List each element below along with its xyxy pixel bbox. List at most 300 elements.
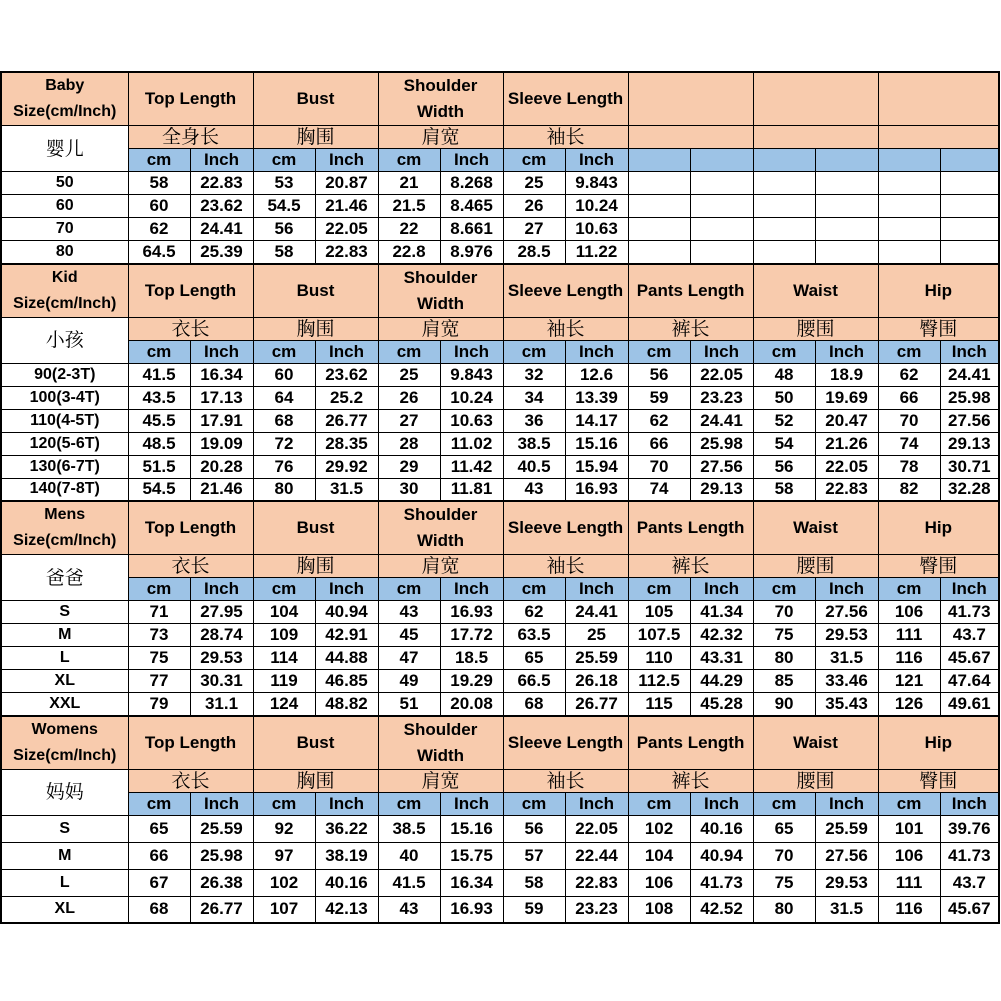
mens-value-cell: 27.56 xyxy=(815,601,878,624)
baby-value-cell: 21.46 xyxy=(315,195,378,218)
baby-value-cell: 22.83 xyxy=(315,241,378,264)
baby-value-cell: 27 xyxy=(503,218,565,241)
womens-unit-cm: cm xyxy=(378,792,440,815)
kid-value-cell: 25 xyxy=(378,363,440,386)
mens-value-cell: 28.74 xyxy=(190,624,253,647)
womens-unit-cm: cm xyxy=(878,792,940,815)
kid-value-cell: 12.6 xyxy=(565,363,628,386)
kid-unit-cm: cm xyxy=(753,340,815,363)
kid-value-cell: 74 xyxy=(628,478,690,501)
mens-value-cell: 30.31 xyxy=(190,670,253,693)
kid-value-cell: 11.81 xyxy=(440,478,503,501)
mens-unit-inch: Inch xyxy=(190,578,253,601)
kid-cn-label: 小孩 xyxy=(1,317,128,363)
mens-size-cell: L xyxy=(1,647,128,670)
kid-value-cell: 23.23 xyxy=(690,386,753,409)
kid-unit-cm: cm xyxy=(128,340,190,363)
mens-value-cell: 40.94 xyxy=(315,601,378,624)
mens-table-row xyxy=(1,624,999,647)
womens-cn-label: 妈妈 xyxy=(1,769,128,815)
kid-value-cell: 56 xyxy=(628,363,690,386)
kid-value-cell: 29.92 xyxy=(315,455,378,478)
kid-value-cell: 24.41 xyxy=(940,363,999,386)
womens-value-cell: 25.59 xyxy=(815,815,878,842)
baby-empty-cell xyxy=(815,195,878,218)
womens-value-cell: 23.23 xyxy=(565,896,628,923)
kid-value-cell: 32.28 xyxy=(940,478,999,501)
kid-value-cell: 40.5 xyxy=(503,455,565,478)
womens-header-cn-4: 裤长 xyxy=(628,769,753,792)
baby-value-cell: 11.22 xyxy=(565,241,628,264)
womens-value-cell: 25.98 xyxy=(190,842,253,869)
kid-value-cell: 22.05 xyxy=(815,455,878,478)
mens-header-3: Sleeve Length xyxy=(503,501,628,555)
baby-size-cell: 80 xyxy=(1,241,128,264)
womens-value-cell: 31.5 xyxy=(815,896,878,923)
mens-value-cell: 90 xyxy=(753,693,815,716)
womens-header-cn-6: 臀围 xyxy=(878,769,999,792)
baby-header-cn-0: 全身长 xyxy=(128,126,253,149)
womens-value-cell: 29.53 xyxy=(815,869,878,896)
kid-value-cell: 15.16 xyxy=(565,432,628,455)
mens-table-row xyxy=(1,647,999,670)
mens-value-cell: 43 xyxy=(378,601,440,624)
womens-table-row xyxy=(1,869,999,896)
baby-value-cell: 26 xyxy=(503,195,565,218)
womens-value-cell: 40.16 xyxy=(690,815,753,842)
baby-unit-inch: Inch xyxy=(440,149,503,172)
womens-value-cell: 22.05 xyxy=(565,815,628,842)
mens-table-row xyxy=(1,601,999,624)
baby-empty-cell xyxy=(628,172,690,195)
mens-value-cell: 46.85 xyxy=(315,670,378,693)
mens-unit-cm: cm xyxy=(378,578,440,601)
baby-empty-cell xyxy=(815,218,878,241)
mens-value-cell: 115 xyxy=(628,693,690,716)
baby-value-cell: 21 xyxy=(378,172,440,195)
womens-value-cell: 26.38 xyxy=(190,869,253,896)
womens-value-cell: 22.44 xyxy=(565,842,628,869)
baby-unit-empty xyxy=(815,149,878,172)
womens-unit-inch: Inch xyxy=(315,792,378,815)
baby-unit-inch: Inch xyxy=(190,149,253,172)
mens-value-cell: 121 xyxy=(878,670,940,693)
kid-value-cell: 9.843 xyxy=(440,363,503,386)
baby-header-cn-empty xyxy=(628,126,753,149)
baby-value-cell: 8.661 xyxy=(440,218,503,241)
womens-table-row xyxy=(1,815,999,842)
kid-value-cell: 50 xyxy=(753,386,815,409)
womens-value-cell: 104 xyxy=(628,842,690,869)
kid-unit-cm: cm xyxy=(253,340,315,363)
womens-value-cell: 65 xyxy=(753,815,815,842)
mens-value-cell: 75 xyxy=(753,624,815,647)
kid-value-cell: 10.24 xyxy=(440,386,503,409)
mens-value-cell: 49 xyxy=(378,670,440,693)
kid-value-cell: 48 xyxy=(753,363,815,386)
kid-unit-inch: Inch xyxy=(565,340,628,363)
kid-value-cell: 24.41 xyxy=(690,409,753,432)
baby-header-3: Sleeve Length xyxy=(503,72,628,126)
baby-value-cell: 60 xyxy=(128,195,190,218)
baby-header-2: Shoulder Width xyxy=(378,72,503,126)
womens-value-cell: 16.93 xyxy=(440,896,503,923)
baby-value-cell: 22.05 xyxy=(315,218,378,241)
baby-unit-empty xyxy=(690,149,753,172)
womens-header-cn-2: 肩宽 xyxy=(378,769,503,792)
kid-value-cell: 62 xyxy=(878,363,940,386)
mens-value-cell: 112.5 xyxy=(628,670,690,693)
mens-value-cell: 85 xyxy=(753,670,815,693)
kid-value-cell: 16.34 xyxy=(190,363,253,386)
mens-value-cell: 31.1 xyxy=(190,693,253,716)
baby-unit-empty xyxy=(878,149,940,172)
womens-size-cell: XL xyxy=(1,896,128,923)
mens-value-cell: 63.5 xyxy=(503,624,565,647)
mens-value-cell: 70 xyxy=(753,601,815,624)
mens-value-cell: 43.7 xyxy=(940,624,999,647)
kid-value-cell: 26 xyxy=(378,386,440,409)
womens-value-cell: 57 xyxy=(503,842,565,869)
baby-empty-cell xyxy=(753,218,815,241)
womens-value-cell: 106 xyxy=(628,869,690,896)
baby-header-cn-3: 袖长 xyxy=(503,126,628,149)
baby-unit-inch: Inch xyxy=(565,149,628,172)
mens-header-0: Top Length xyxy=(128,501,253,555)
mens-value-cell: 19.29 xyxy=(440,670,503,693)
kid-value-cell: 62 xyxy=(628,409,690,432)
baby-value-cell: 20.87 xyxy=(315,172,378,195)
baby-size-cell: 50 xyxy=(1,172,128,195)
mens-size-title: Mens Size(cm/Inch) xyxy=(1,501,128,555)
womens-size-cell: S xyxy=(1,815,128,842)
kid-value-cell: 27.56 xyxy=(940,409,999,432)
kid-value-cell: 25.98 xyxy=(940,386,999,409)
kid-value-cell: 11.02 xyxy=(440,432,503,455)
womens-value-cell: 25.59 xyxy=(190,815,253,842)
baby-value-cell: 58 xyxy=(128,172,190,195)
baby-empty-cell xyxy=(628,218,690,241)
mens-value-cell: 77 xyxy=(128,670,190,693)
mens-value-cell: 16.93 xyxy=(440,601,503,624)
baby-empty-cell xyxy=(815,241,878,264)
baby-value-cell: 62 xyxy=(128,218,190,241)
baby-unit-inch: Inch xyxy=(315,149,378,172)
mens-unit-cm: cm xyxy=(128,578,190,601)
baby-header-empty xyxy=(878,72,999,126)
mens-value-cell: 116 xyxy=(878,647,940,670)
kid-table-row xyxy=(1,455,999,478)
mens-value-cell: 124 xyxy=(253,693,315,716)
kid-value-cell: 45.5 xyxy=(128,409,190,432)
kid-size-cell: 140(7-8T) xyxy=(1,478,128,501)
womens-size-title: Womens Size(cm/Inch) xyxy=(1,716,128,770)
baby-value-cell: 53 xyxy=(253,172,315,195)
mens-header-6: Hip xyxy=(878,501,999,555)
womens-unit-inch: Inch xyxy=(690,792,753,815)
womens-value-cell: 38.5 xyxy=(378,815,440,842)
baby-table-row xyxy=(1,241,999,264)
mens-value-cell: 75 xyxy=(128,647,190,670)
mens-unit-inch: Inch xyxy=(815,578,878,601)
womens-value-cell: 42.52 xyxy=(690,896,753,923)
womens-value-cell: 41.73 xyxy=(940,842,999,869)
kid-value-cell: 70 xyxy=(878,409,940,432)
kid-table-row xyxy=(1,363,999,386)
mens-value-cell: 47 xyxy=(378,647,440,670)
baby-value-cell: 22.83 xyxy=(190,172,253,195)
womens-value-cell: 59 xyxy=(503,896,565,923)
kid-unit-inch: Inch xyxy=(440,340,503,363)
mens-unit-inch: Inch xyxy=(440,578,503,601)
baby-unit-cm: cm xyxy=(128,149,190,172)
womens-value-cell: 66 xyxy=(128,842,190,869)
kid-value-cell: 51.5 xyxy=(128,455,190,478)
baby-header-cn-1: 胸围 xyxy=(253,126,378,149)
womens-value-cell: 97 xyxy=(253,842,315,869)
baby-header-1: Bust xyxy=(253,72,378,126)
kid-value-cell: 19.69 xyxy=(815,386,878,409)
kid-value-cell: 68 xyxy=(253,409,315,432)
kid-header-cn-4: 裤长 xyxy=(628,317,753,340)
mens-value-cell: 107.5 xyxy=(628,624,690,647)
kid-value-cell: 19.09 xyxy=(190,432,253,455)
kid-value-cell: 28 xyxy=(378,432,440,455)
kid-value-cell: 41.5 xyxy=(128,363,190,386)
kid-value-cell: 30.71 xyxy=(940,455,999,478)
baby-empty-cell xyxy=(940,195,999,218)
womens-value-cell: 15.16 xyxy=(440,815,503,842)
mens-value-cell: 49.61 xyxy=(940,693,999,716)
kid-value-cell: 29.13 xyxy=(690,478,753,501)
mens-value-cell: 104 xyxy=(253,601,315,624)
kid-value-cell: 11.42 xyxy=(440,455,503,478)
baby-size-cell: 70 xyxy=(1,218,128,241)
womens-unit-cm: cm xyxy=(128,792,190,815)
mens-value-cell: 27.95 xyxy=(190,601,253,624)
kid-value-cell: 21.46 xyxy=(190,478,253,501)
womens-value-cell: 15.75 xyxy=(440,842,503,869)
womens-size-cell: M xyxy=(1,842,128,869)
kid-header-1: Bust xyxy=(253,264,378,318)
womens-header-1: Bust xyxy=(253,716,378,770)
baby-header-cn-2: 肩宽 xyxy=(378,126,503,149)
womens-unit-cm: cm xyxy=(628,792,690,815)
baby-size-title: Baby Size(cm/Inch) xyxy=(1,72,128,126)
baby-value-cell: 54.5 xyxy=(253,195,315,218)
kid-value-cell: 27 xyxy=(378,409,440,432)
baby-value-cell: 22.8 xyxy=(378,241,440,264)
mens-value-cell: 68 xyxy=(503,693,565,716)
mens-value-cell: 80 xyxy=(753,647,815,670)
mens-unit-inch: Inch xyxy=(690,578,753,601)
kid-size-cell: 130(6-7T) xyxy=(1,455,128,478)
kid-value-cell: 54.5 xyxy=(128,478,190,501)
baby-value-cell: 24.41 xyxy=(190,218,253,241)
mens-header-cn-3: 袖长 xyxy=(503,555,628,578)
mens-value-cell: 41.73 xyxy=(940,601,999,624)
womens-value-cell: 107 xyxy=(253,896,315,923)
womens-value-cell: 92 xyxy=(253,815,315,842)
kid-header-4: Pants Length xyxy=(628,264,753,318)
kid-value-cell: 10.63 xyxy=(440,409,503,432)
kid-value-cell: 80 xyxy=(253,478,315,501)
kid-value-cell: 54 xyxy=(753,432,815,455)
kid-size-title: Kid Size(cm/Inch) xyxy=(1,264,128,318)
baby-value-cell: 8.976 xyxy=(440,241,503,264)
mens-value-cell: 73 xyxy=(128,624,190,647)
womens-value-cell: 22.83 xyxy=(565,869,628,896)
baby-empty-cell xyxy=(878,241,940,264)
kid-header-cn-0: 衣长 xyxy=(128,317,253,340)
baby-value-cell: 56 xyxy=(253,218,315,241)
baby-empty-cell xyxy=(878,195,940,218)
womens-header-cn-1: 胸围 xyxy=(253,769,378,792)
womens-header-3: Sleeve Length xyxy=(503,716,628,770)
baby-empty-cell xyxy=(628,195,690,218)
kid-unit-inch: Inch xyxy=(190,340,253,363)
baby-unit-empty xyxy=(940,149,999,172)
mens-value-cell: 71 xyxy=(128,601,190,624)
womens-value-cell: 80 xyxy=(753,896,815,923)
kid-unit-inch: Inch xyxy=(315,340,378,363)
mens-unit-cm: cm xyxy=(628,578,690,601)
baby-empty-cell xyxy=(878,172,940,195)
womens-header-4: Pants Length xyxy=(628,716,753,770)
womens-value-cell: 40.94 xyxy=(690,842,753,869)
womens-value-cell: 43 xyxy=(378,896,440,923)
baby-cn-label: 婴儿 xyxy=(1,126,128,172)
womens-value-cell: 42.13 xyxy=(315,896,378,923)
kid-value-cell: 43.5 xyxy=(128,386,190,409)
mens-value-cell: 45 xyxy=(378,624,440,647)
kid-value-cell: 25.98 xyxy=(690,432,753,455)
baby-header-cn-empty xyxy=(753,126,878,149)
womens-size-cell: L xyxy=(1,869,128,896)
baby-empty-cell xyxy=(753,241,815,264)
mens-header-cn-1: 胸围 xyxy=(253,555,378,578)
kid-value-cell: 58 xyxy=(753,478,815,501)
kid-size-cell: 90(2-3T) xyxy=(1,363,128,386)
mens-table-row xyxy=(1,670,999,693)
baby-empty-cell xyxy=(753,195,815,218)
mens-value-cell: 105 xyxy=(628,601,690,624)
mens-value-cell: 114 xyxy=(253,647,315,670)
womens-unit-inch: Inch xyxy=(565,792,628,815)
kid-value-cell: 15.94 xyxy=(565,455,628,478)
womens-value-cell: 41.5 xyxy=(378,869,440,896)
kid-value-cell: 74 xyxy=(878,432,940,455)
mens-unit-inch: Inch xyxy=(565,578,628,601)
womens-table-row xyxy=(1,842,999,869)
kid-value-cell: 20.28 xyxy=(190,455,253,478)
kid-value-cell: 21.26 xyxy=(815,432,878,455)
womens-value-cell: 36.22 xyxy=(315,815,378,842)
kid-header-cn-1: 胸围 xyxy=(253,317,378,340)
kid-value-cell: 82 xyxy=(878,478,940,501)
kid-value-cell: 22.05 xyxy=(690,363,753,386)
size-chart-table xyxy=(0,71,1000,924)
womens-header-cn-0: 衣长 xyxy=(128,769,253,792)
kid-value-cell: 56 xyxy=(753,455,815,478)
mens-unit-cm: cm xyxy=(878,578,940,601)
mens-header-2: Shoulder Width xyxy=(378,501,503,555)
womens-header-2: Shoulder Width xyxy=(378,716,503,770)
womens-table-row xyxy=(1,896,999,923)
womens-value-cell: 41.73 xyxy=(690,869,753,896)
womens-value-cell: 101 xyxy=(878,815,940,842)
womens-header-cn-5: 腰围 xyxy=(753,769,878,792)
kid-value-cell: 26.77 xyxy=(315,409,378,432)
kid-header-6: Hip xyxy=(878,264,999,318)
kid-header-cn-2: 肩宽 xyxy=(378,317,503,340)
kid-value-cell: 30 xyxy=(378,478,440,501)
womens-value-cell: 111 xyxy=(878,869,940,896)
kid-unit-inch: Inch xyxy=(815,340,878,363)
baby-value-cell: 28.5 xyxy=(503,241,565,264)
mens-header-1: Bust xyxy=(253,501,378,555)
mens-value-cell: 48.82 xyxy=(315,693,378,716)
mens-header-5: Waist xyxy=(753,501,878,555)
baby-value-cell: 25.39 xyxy=(190,241,253,264)
kid-value-cell: 25.2 xyxy=(315,386,378,409)
mens-value-cell: 25.59 xyxy=(565,647,628,670)
womens-unit-cm: cm xyxy=(253,792,315,815)
mens-value-cell: 17.72 xyxy=(440,624,503,647)
baby-size-cell: 60 xyxy=(1,195,128,218)
womens-value-cell: 68 xyxy=(128,896,190,923)
kid-value-cell: 66 xyxy=(878,386,940,409)
kid-size-cell: 110(4-5T) xyxy=(1,409,128,432)
kid-value-cell: 32 xyxy=(503,363,565,386)
kid-value-cell: 60 xyxy=(253,363,315,386)
baby-unit-cm: cm xyxy=(378,149,440,172)
mens-unit-cm: cm xyxy=(503,578,565,601)
womens-value-cell: 56 xyxy=(503,815,565,842)
mens-value-cell: 33.46 xyxy=(815,670,878,693)
baby-header-cn-empty xyxy=(878,126,999,149)
baby-value-cell: 64.5 xyxy=(128,241,190,264)
baby-value-cell: 58 xyxy=(253,241,315,264)
kid-value-cell: 48.5 xyxy=(128,432,190,455)
kid-value-cell: 22.83 xyxy=(815,478,878,501)
kid-value-cell: 72 xyxy=(253,432,315,455)
kid-value-cell: 76 xyxy=(253,455,315,478)
mens-value-cell: 106 xyxy=(878,601,940,624)
womens-value-cell: 38.19 xyxy=(315,842,378,869)
baby-value-cell: 9.843 xyxy=(565,172,628,195)
mens-value-cell: 45.28 xyxy=(690,693,753,716)
womens-unit-inch: Inch xyxy=(190,792,253,815)
kid-header-5: Waist xyxy=(753,264,878,318)
kid-unit-cm: cm xyxy=(378,340,440,363)
baby-unit-cm: cm xyxy=(503,149,565,172)
womens-unit-cm: cm xyxy=(753,792,815,815)
kid-header-cn-6: 臀围 xyxy=(878,317,999,340)
womens-value-cell: 26.77 xyxy=(190,896,253,923)
baby-value-cell: 22 xyxy=(378,218,440,241)
womens-unit-inch: Inch xyxy=(815,792,878,815)
mens-value-cell: 24.41 xyxy=(565,601,628,624)
baby-value-cell: 8.268 xyxy=(440,172,503,195)
baby-value-cell: 23.62 xyxy=(190,195,253,218)
kid-value-cell: 27.56 xyxy=(690,455,753,478)
mens-size-cell: M xyxy=(1,624,128,647)
mens-value-cell: 62 xyxy=(503,601,565,624)
mens-table-row xyxy=(1,693,999,716)
mens-header-4: Pants Length xyxy=(628,501,753,555)
baby-header-0: Top Length xyxy=(128,72,253,126)
